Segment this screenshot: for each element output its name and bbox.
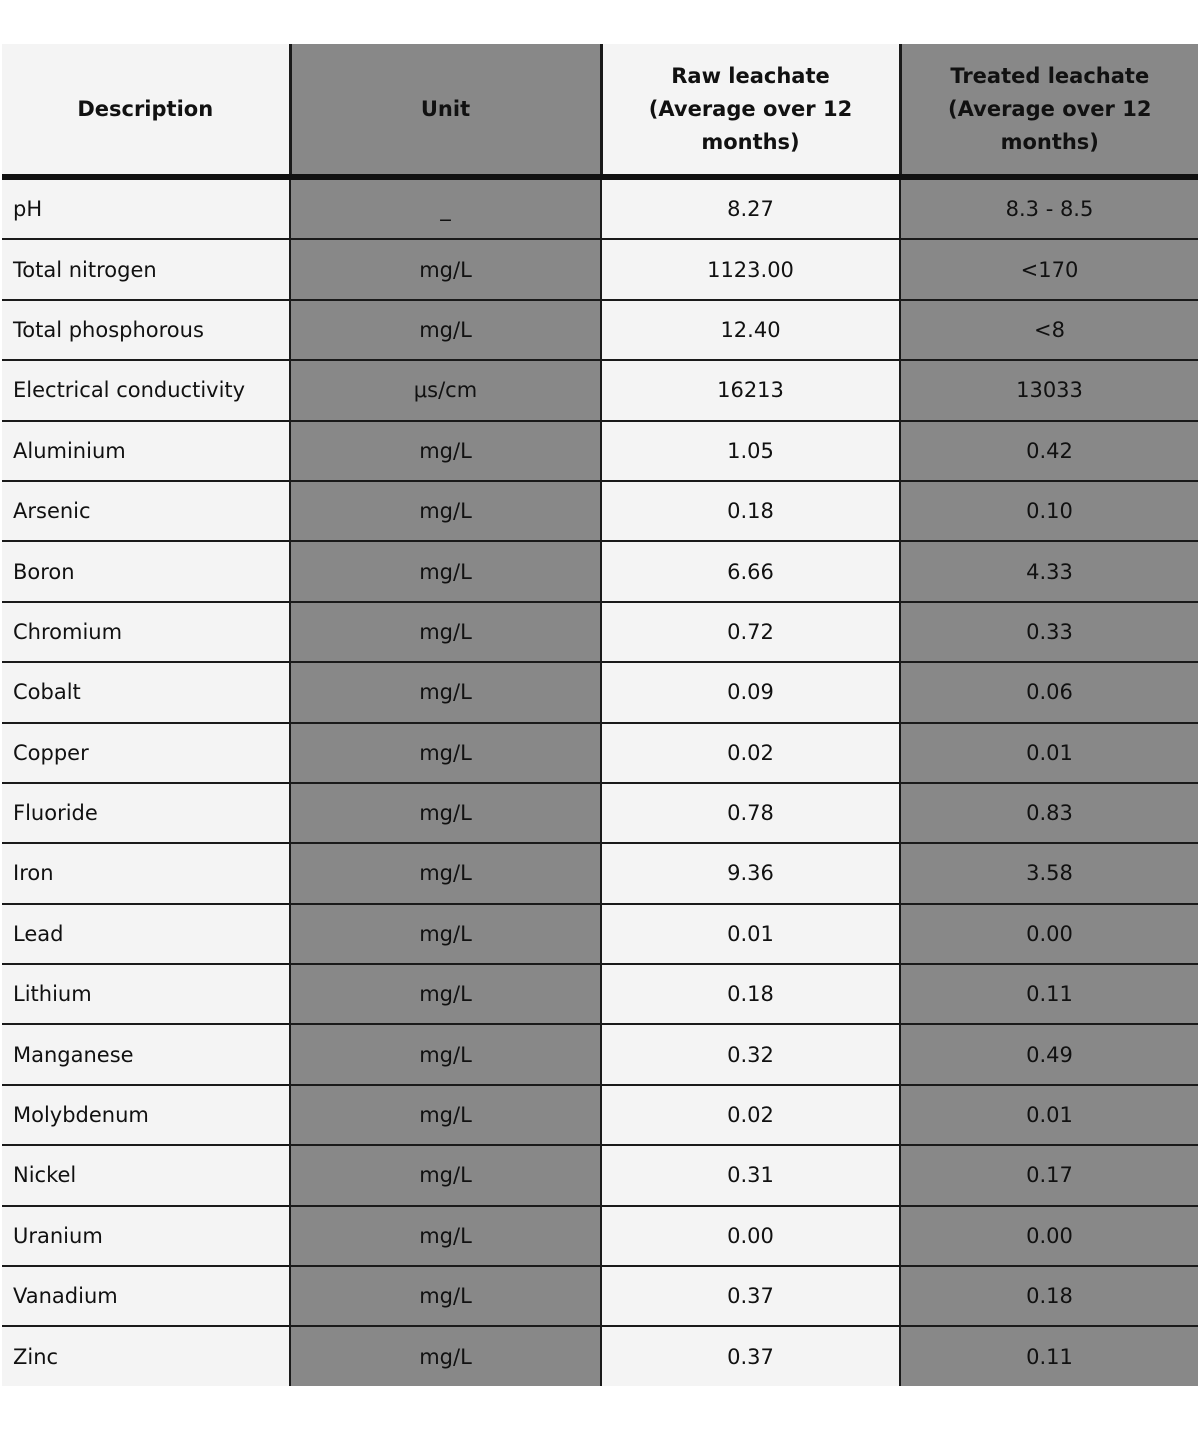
cell-treated-leachate: 0.33: [900, 602, 1198, 662]
cell-raw-leachate: 0.32: [601, 1024, 900, 1084]
table-body: [2, 177, 1198, 1386]
cell-raw-leachate: 12.40: [601, 300, 900, 360]
cell-treated-leachate: 0.42: [900, 421, 1198, 481]
cell-raw-leachate: 0.18: [601, 964, 900, 1024]
header-raw-line: Raw leachate: [671, 63, 830, 88]
cell-raw-leachate: 0.37: [601, 1326, 900, 1385]
cell-unit: μs/cm: [290, 360, 601, 420]
cell-description: Arsenic: [2, 481, 290, 541]
cell-description: pH: [2, 177, 290, 239]
cell-raw-leachate: 1123.00: [601, 239, 900, 299]
table-row: [2, 602, 1198, 662]
cell-unit: mg/L: [290, 1206, 601, 1266]
table-row: [2, 723, 1198, 783]
cell-description: Molybdenum: [2, 1085, 290, 1145]
header-treated-line: Treated leachate: [950, 63, 1150, 88]
cell-unit: mg/L: [290, 843, 601, 903]
header-description-label: Description: [77, 96, 214, 121]
cell-description: Cobalt: [2, 662, 290, 722]
cell-description: Total phosphorous: [2, 300, 290, 360]
cell-treated-leachate: 3.58: [900, 843, 1198, 903]
cell-description: Uranium: [2, 1206, 290, 1266]
cell-treated-leachate: 0.00: [900, 1206, 1198, 1266]
cell-treated-leachate: 0.06: [900, 662, 1198, 722]
table-row: [2, 239, 1198, 299]
cell-raw-leachate: 0.02: [601, 723, 900, 783]
table-row: [2, 662, 1198, 722]
cell-description: Zinc: [2, 1326, 290, 1385]
cell-raw-leachate: 9.36: [601, 843, 900, 903]
cell-unit: mg/L: [290, 783, 601, 843]
table-row: [2, 783, 1198, 843]
cell-raw-leachate: 6.66: [601, 541, 900, 601]
cell-unit: mg/L: [290, 481, 601, 541]
cell-unit: mg/L: [290, 1145, 601, 1205]
table-row: [2, 421, 1198, 481]
cell-description: Lithium: [2, 964, 290, 1024]
cell-unit: mg/L: [290, 723, 601, 783]
cell-raw-leachate: 0.00: [601, 1206, 900, 1266]
cell-description: Boron: [2, 541, 290, 601]
table-row: [2, 1085, 1198, 1145]
header-row: [2, 44, 1198, 177]
cell-description: Fluoride: [2, 783, 290, 843]
cell-description: Lead: [2, 904, 290, 964]
cell-unit: mg/L: [290, 1024, 601, 1084]
cell-treated-leachate: 0.11: [900, 964, 1198, 1024]
cell-description: Manganese: [2, 1024, 290, 1084]
table-row: [2, 1024, 1198, 1084]
cell-raw-leachate: 0.09: [601, 662, 900, 722]
cell-raw-leachate: 0.72: [601, 602, 900, 662]
cell-unit: _: [290, 177, 601, 239]
leachate-table: [2, 44, 1198, 1386]
table-row: [2, 360, 1198, 420]
cell-raw-leachate: 0.18: [601, 481, 900, 541]
cell-treated-leachate: 0.49: [900, 1024, 1198, 1084]
table-row: [2, 1326, 1198, 1385]
cell-raw-leachate: 0.37: [601, 1266, 900, 1326]
cell-unit: mg/L: [290, 239, 601, 299]
cell-description: Electrical conductivity: [2, 360, 290, 420]
header-unit-label: Unit: [420, 96, 471, 121]
table-row: [2, 964, 1198, 1024]
header-treated-line: months): [1000, 129, 1099, 154]
table-row: [2, 904, 1198, 964]
cell-raw-leachate: 1.05: [601, 421, 900, 481]
header-raw-line: (Average over 12: [648, 96, 853, 121]
cell-unit: mg/L: [290, 662, 601, 722]
table-row: [2, 300, 1198, 360]
cell-description: Vanadium: [2, 1266, 290, 1326]
cell-treated-leachate: 0.18: [900, 1266, 1198, 1326]
cell-description: Aluminium: [2, 421, 290, 481]
header-unit: [290, 44, 601, 177]
cell-unit: mg/L: [290, 904, 601, 964]
cell-description: Iron: [2, 843, 290, 903]
table-row: [2, 1206, 1198, 1266]
cell-unit: mg/L: [290, 1266, 601, 1326]
cell-treated-leachate: 0.17: [900, 1145, 1198, 1205]
table-row: [2, 843, 1198, 903]
cell-raw-leachate: 0.78: [601, 783, 900, 843]
cell-raw-leachate: 16213: [601, 360, 900, 420]
cell-description: Total nitrogen: [2, 239, 290, 299]
cell-raw-leachate: 0.31: [601, 1145, 900, 1205]
header-raw-line: months): [701, 129, 800, 154]
table-row: [2, 1145, 1198, 1205]
cell-treated-leachate: <170: [900, 239, 1198, 299]
leachate-table-container: [2, 44, 1198, 1386]
cell-unit: mg/L: [290, 300, 601, 360]
cell-treated-leachate: 0.01: [900, 723, 1198, 783]
cell-raw-leachate: 8.27: [601, 177, 900, 239]
cell-raw-leachate: 0.02: [601, 1085, 900, 1145]
cell-treated-leachate: 4.33: [900, 541, 1198, 601]
cell-unit: mg/L: [290, 1085, 601, 1145]
table-row: [2, 177, 1198, 239]
cell-treated-leachate: 0.10: [900, 481, 1198, 541]
cell-raw-leachate: 0.01: [601, 904, 900, 964]
cell-treated-leachate: 8.3 - 8.5: [900, 177, 1198, 239]
header-treated-leachate: [900, 44, 1198, 177]
header-treated-line: (Average over 12: [948, 96, 1152, 121]
table-row: [2, 541, 1198, 601]
table-row: [2, 481, 1198, 541]
header-raw-leachate: [601, 44, 900, 177]
table-header: [2, 44, 1198, 177]
cell-treated-leachate: 0.11: [900, 1326, 1198, 1385]
cell-treated-leachate: 0.00: [900, 904, 1198, 964]
cell-description: Nickel: [2, 1145, 290, 1205]
cell-treated-leachate: 13033: [900, 360, 1198, 420]
table-row: [2, 1266, 1198, 1326]
cell-description: Copper: [2, 723, 290, 783]
cell-unit: mg/L: [290, 602, 601, 662]
cell-treated-leachate: <8: [900, 300, 1198, 360]
cell-description: Chromium: [2, 602, 290, 662]
header-description: [2, 44, 290, 177]
cell-treated-leachate: 0.01: [900, 1085, 1198, 1145]
cell-unit: mg/L: [290, 421, 601, 481]
cell-unit: mg/L: [290, 964, 601, 1024]
cell-unit: mg/L: [290, 1326, 601, 1385]
cell-treated-leachate: 0.83: [900, 783, 1198, 843]
cell-unit: mg/L: [290, 541, 601, 601]
